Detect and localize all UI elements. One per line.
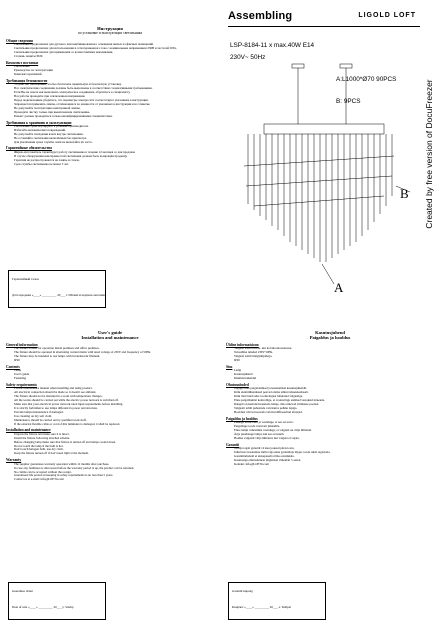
list-item: • Для увеличения срока службы ламп не включайте их часто. — [14, 141, 214, 145]
et-safety-list — [226, 387, 434, 414]
en-warranty-list — [6, 463, 214, 483]
list-item: • If the external flexible cable or cord of this luminaire is damaged, it shall be replaced. — [14, 423, 214, 427]
list-item: • In case any faultiness is discovered before the warranty period is up, the product can be returned. — [14, 467, 214, 471]
list-item: • Fastening — [14, 377, 214, 381]
ru-subtitle: по установке и эксплуатации светильника — [77, 31, 143, 36]
list-item: • Valgustit tohib puhastada vaid kuiva pehme lapiga. — [234, 407, 434, 411]
list-item: • Степень защиты IP20. — [14, 55, 214, 59]
et-install-list — [226, 421, 434, 441]
et-instructions — [226, 330, 434, 620]
en-safety-list — [6, 387, 214, 426]
list-item: • Фирма-изготовитель гарантирует работу светильника в течение 12 месяцев со дня продажи. — [14, 151, 214, 155]
list-item: • Contact us at e-mail: info@LOFTit.com — [14, 478, 214, 482]
ru-general-list — [6, 43, 214, 59]
list-item: • Светильник — [14, 65, 214, 69]
list-item: • Use cleaning on dry soft cloth. — [14, 415, 214, 419]
list-item: • Если Вы не знаете как выполнить электрическое соединение, обратитесь к специалисту. — [14, 91, 214, 95]
list-item: • Unpack the fixture and make sure it is intact. — [14, 433, 214, 437]
ru-store-list — [6, 125, 214, 145]
list-item: • Не допускайте попадания влаги внутрь светильника. — [14, 133, 214, 137]
et-install-heading: Paigaldus ja hooldus — [226, 416, 258, 421]
list-item: • Toiteallika nõuded 230V 50Hz. — [234, 351, 434, 355]
list-item: • Hooldust võivad teostada vaid kvalifitseeritud töötajad. — [234, 411, 434, 415]
ru-general-heading: Общие сведения — [6, 38, 33, 43]
ru-sale-date: Дата продажи «____» _________ 20___ г. Штамп и подпись магазина — [12, 293, 106, 297]
list-item: • Гарантия не распространяется на лампы и стекло. — [14, 159, 214, 163]
list-item: • All electrical connection should be made so it doesn't see ambient. — [14, 391, 214, 395]
en-install-heading: Installation and maintenance — [6, 428, 51, 433]
list-item: • The fixture should not be installed in a room with temperature changes. — [14, 395, 214, 399]
en-warranty-heading: Warranty — [6, 458, 22, 463]
list-item: • IP20 — [234, 359, 434, 363]
en-safety-heading: Safety requirements — [6, 382, 37, 387]
list-item: • Guaranteed life period on keeping in safety requirements is no less than 5 years. — [14, 474, 214, 478]
list-item: • Enne paigaldamist kontrollige, et vooluvõrgu andmed vastaksid nõuetele. — [234, 399, 434, 403]
voltage: 230V~ 50Hz — [230, 54, 266, 61]
ru-guarantee-box — [8, 270, 106, 308]
list-item: • The fixture should be operated in alternating current mains with rated voltage of 230V and frequency of 50Hz. — [14, 351, 214, 355]
ru-title: Инструкция — [97, 26, 123, 31]
et-title: Kasutusjuhend — [315, 330, 345, 335]
list-item: • IP20 — [14, 359, 214, 363]
ru-safety-list — [6, 83, 214, 118]
ru-set-list — [6, 65, 214, 77]
list-item: • Светильник предназначен для дугового или комбинированного освещения жилых и офисных помещений. — [14, 43, 214, 47]
list-item: • Lamp — [14, 369, 214, 373]
list-item: • Срок службы светильника не менее 5 лет. — [14, 163, 214, 167]
list-item: • Paigaldage toode vastavalt juhendile. — [234, 425, 434, 429]
list-item: • Hoidke valgustit välja lülitatud, kui valgust ei vajata. — [234, 437, 434, 441]
list-item: • Kasutusiga ohutusnõuete järgimisel vähemalt 5 aastat. — [234, 459, 434, 463]
label-b: B — [400, 186, 409, 201]
list-item: • В случае обнаружения неисправностей светильник должен быть возвращён продавцу. — [14, 155, 214, 159]
brand-logo: LIGOLD LOFT — [358, 12, 416, 19]
list-item: • Pakkige toode lahti ja veenduge, et see on terve. — [234, 421, 434, 425]
ru-instructions — [6, 26, 214, 308]
list-item: • Valgusti sobib nii elu- kui ka büroohoonetesse. — [234, 347, 434, 351]
list-item: • Enne lampi vahetamist veenduge, et valgusti on välja lülitatud. — [234, 429, 434, 433]
list-item: • User's guide — [14, 373, 214, 377]
chandelier-drawing — [224, 6, 420, 302]
list-item: • Проводите чистку только при выключенном светильнике. — [14, 111, 214, 115]
et-contents-heading: Sisu — [226, 364, 233, 369]
assembling-title: Assembling — [228, 10, 293, 22]
list-item: • Kinnitusvahendid — [234, 377, 434, 381]
model-number: LSP-8184-11 x max.40W E14 — [230, 42, 315, 49]
en-instructions — [6, 330, 214, 620]
list-item: • Lamp — [234, 369, 434, 373]
list-item: • Все работы проводите при отключенном напряжении. — [14, 95, 214, 99]
list-item: • Светильник предназначен для применения со всеми лампами накаливания. — [14, 51, 214, 55]
en-guarantee-box — [8, 582, 106, 620]
list-item: • Before changing lamp make sure that fixture is turned off and lamps cooled down. — [14, 441, 214, 445]
et-general-list — [226, 347, 434, 363]
list-item: • Руководство по эксплуатации — [14, 69, 214, 73]
list-item: • Kasutusjuhend — [234, 373, 434, 377]
list-item: • Ärge puudutage lampi, kui see on kuum. — [234, 433, 434, 437]
ru-safety-heading: Требования безопасности — [6, 78, 48, 83]
watermark-text: Created by free version of DocuFreezer — [424, 79, 434, 229]
list-item: • It is strictly forbidden to use lamps different in power and structure. — [14, 407, 214, 411]
list-item: • Ремонт должен проводиться только квалифицированными специалистами. — [14, 115, 214, 119]
list-item: • Follow maintenance manual when installing and using product. — [14, 387, 214, 391]
list-item: • Kõik elektriühendused peavad olema tehtud nõuetekohaselt. — [234, 391, 434, 395]
part-a-spec: A:L1000*Ø70 90PCS — [336, 76, 397, 83]
et-sale-date: Kuupäev «____» _________ 20___ a. Tempel — [232, 605, 292, 609]
list-item: • The fixture is used for operation inside premises and office premises. — [14, 347, 214, 351]
list-item: • Keep the fixture turned off if don't need light at the moment. — [14, 452, 214, 456]
en-title: User's guide — [97, 330, 123, 335]
list-item: • Install the fixture following attached scheme. — [14, 437, 214, 441]
et-guarantee-title: Garantii kupong — [232, 589, 253, 593]
en-subtitle: Installation and maintenance — [81, 335, 139, 341]
list-item: • Комплект креплений — [14, 73, 214, 77]
en-contents-list — [6, 369, 214, 381]
list-item: • Избегайте механических повреждений. — [14, 129, 214, 133]
list-item: • Juhul kui avastatakse mõni viga enne garantiiaja lõppu, toode tuleb tagastada. — [234, 451, 434, 455]
list-item: • Do not touch the lamp if the bulb is hot. — [14, 445, 214, 449]
ru-store-heading: Требования к хранению и эксплуатации — [6, 120, 72, 125]
list-item: • Запрещается применять лампы, отличающиеся по мощности от указанных в инструкции и на этикетке. — [14, 103, 214, 107]
ru-warranty-heading: Гарантийные обязательства — [6, 146, 52, 151]
list-item: • Jälgige toote paigaldamisel ja kasutamisel kasutusjuhendit. — [234, 387, 434, 391]
list-item: • Valgusti sobib hõõglampidega. — [234, 355, 434, 359]
list-item: • Не оставляйте светильник включённым без присмотра. — [14, 137, 214, 141]
label-a: A — [334, 280, 344, 295]
et-warranty-list — [226, 447, 434, 467]
ru-set-heading: Комплект поставки — [6, 60, 39, 65]
list-item: • Устройство светильника, чтобы обеспечить правильную и безопасную установку. — [14, 83, 214, 87]
et-contents-list — [226, 369, 434, 381]
list-item: • Provide lamps maintenance if damaged. — [14, 411, 214, 415]
list-item: • Don't touch halogen bulb, use dry cloth. — [14, 448, 214, 452]
list-item: • The supplier guarantees warranty operation within 12 months after purchase. — [14, 463, 214, 467]
et-subtitle: Paigaldus ja hooldus — [309, 335, 351, 341]
list-item: • Kontakt: info@LOFTit.com — [234, 463, 434, 467]
et-warranty-heading: Garantii — [226, 442, 240, 447]
list-item: • Tarnija tagab garantii 12 kuu jooksul pärast ostu. — [234, 447, 434, 451]
et-general-heading: Üldine informatsioon — [226, 342, 259, 347]
en-contents-heading: Contents — [6, 364, 20, 369]
list-item: • Светильник предназначен для использования в сети переменного тока с номинальным напряжением 230В и частотой 50Гц. — [14, 47, 214, 51]
list-item: • Перед подключением убедитесь, что параметры электросети соответствуют указанным в инструкции. — [14, 99, 214, 103]
en-install-list — [6, 433, 214, 456]
list-item: • Не допускайте эксплуатацию неисправной лампы. — [14, 107, 214, 111]
ru-guarantee-title: Гарантийный талон — [12, 277, 39, 281]
et-safety-heading: Ohutusnõuded — [226, 382, 249, 387]
en-sale-date: Date of sale «____» _________ 20___ y. Stamp — [12, 605, 74, 609]
assembling-diagram — [224, 6, 420, 302]
en-guarantee-title: Guarantee ticket — [12, 589, 33, 593]
list-item: • Все электрические соединения должны быть выполнены в соответствии с нормативными требованиями. — [14, 87, 214, 91]
list-item: • Светильник транспортируйте в упаковке производителя. — [14, 125, 214, 129]
list-item: • All the works should be carried out while the electric power network is switched off. — [14, 399, 214, 403]
list-item: • Rangelt on keelatud kasutada lampe, mis erinevad võimsuse poolest. — [234, 403, 434, 407]
list-item: • Kõik tööd tuleb teha vooluvõrgust lahutatud valgustiga. — [234, 395, 434, 399]
part-b-spec: B: 9PCS — [336, 98, 361, 105]
et-guarantee-box — [228, 582, 326, 620]
list-item: • The fixture may be intended to use lamps with incandescent filament. — [14, 355, 214, 359]
list-item: • Garantiinõudeid ei aktsepteerita ilma ostutšekita. — [234, 455, 434, 459]
en-general-list — [6, 347, 214, 363]
en-general-heading: General information — [6, 342, 38, 347]
list-item: • Make sure that your electrical power network rated input requirements before installing. — [14, 403, 214, 407]
ru-warranty-list — [6, 151, 214, 167]
list-item: • Maintenance should be carried out by qualified work staff. — [14, 419, 214, 423]
watermark — [420, 6, 438, 302]
list-item: • No claims can be accepted without the receipt. — [14, 471, 214, 475]
